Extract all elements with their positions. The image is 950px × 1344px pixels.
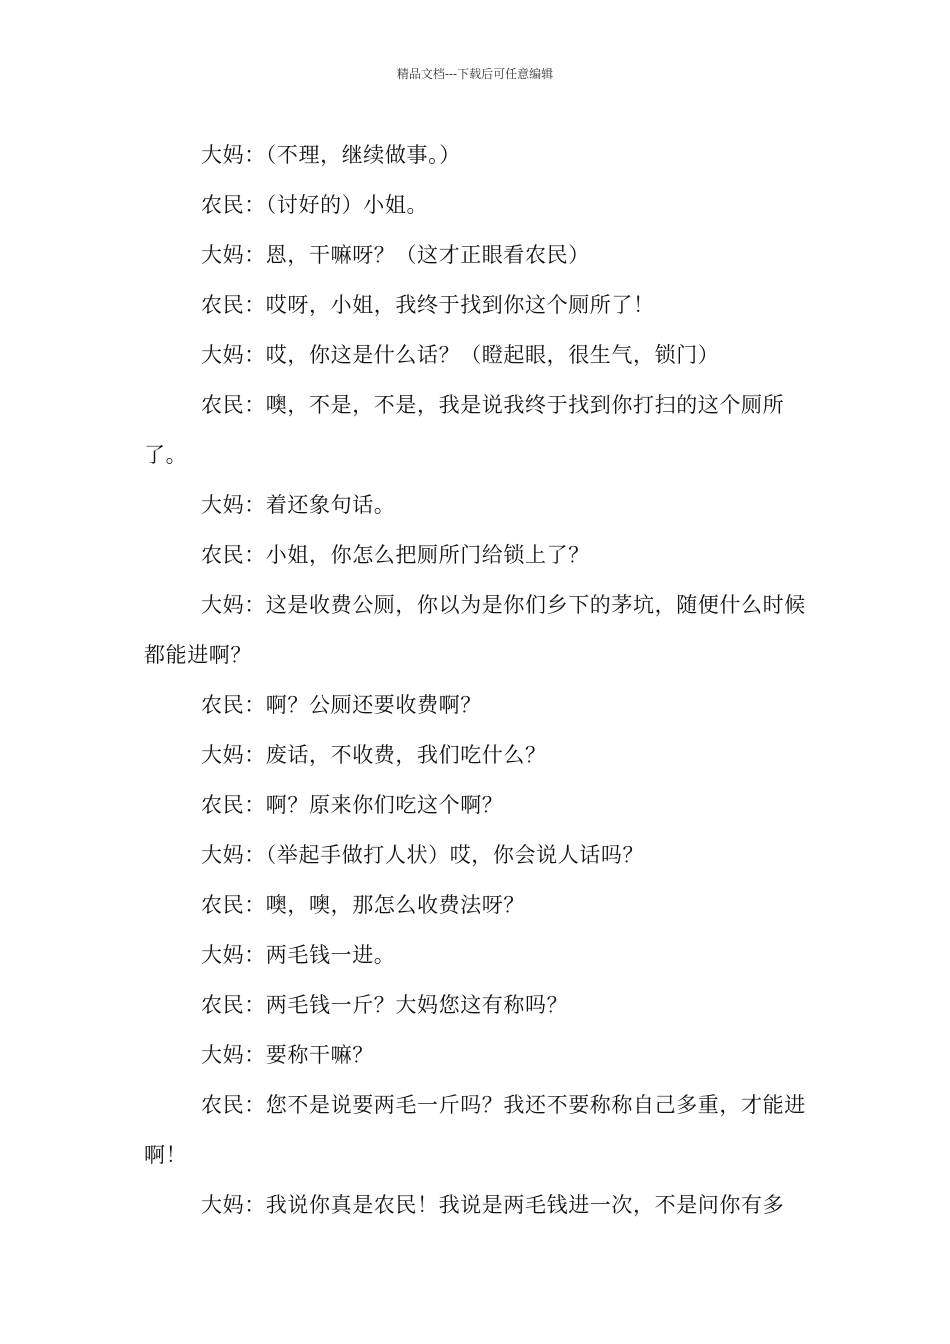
dialogue-body — [144, 130, 814, 1230]
dialogue-line: 大妈：着还象句话。 — [201, 493, 396, 517]
dialogue-line: 农民：哎呀，小姐，我终于找到你这个厕所了！ — [201, 293, 655, 317]
dialogue-line: 大妈：我说你真是农民！我说是两毛钱进一次，不是问你有多 — [201, 1193, 785, 1217]
dialogue-line: 农民：小姐，你怎么把厕所门给锁上了？ — [201, 543, 590, 567]
dialogue-line: 大妈：恩，干嘛呀？（这才正眼看农民） — [201, 243, 590, 267]
dialogue-line: 大妈：（不理，继续做事。） — [201, 143, 461, 167]
dialogue-line: 农民：噢，噢，那怎么收费法呀？ — [201, 893, 525, 917]
dialogue-line: 大妈：哎，你这是什么话？（瞪起眼，很生气，锁门） — [201, 343, 720, 367]
dialogue-line: 农民：噢，不是，不是，我是说我终于找到你打扫的这个厕所了。 — [144, 393, 785, 467]
dialogue-line: 农民：（讨好的）小姐。 — [201, 193, 429, 217]
dialogue-line: 大妈：（举起手做打人状）哎，你会说人话吗？ — [201, 843, 645, 867]
dialogue-line: 大妈：两毛钱一进。 — [201, 943, 396, 967]
dialogue-line: 大妈：要称干嘛？ — [201, 1043, 374, 1067]
dialogue-line: 大妈：这是收费公厕，你以为是你们乡下的茅坑，随便什么时候都能进啊？ — [144, 593, 806, 667]
dialogue-line: 大妈：废话，不收费，我们吃什么？ — [201, 743, 547, 767]
dialogue-line: 农民：啊？原来你们吃这个啊？ — [201, 793, 504, 817]
dialogue-line: 农民：您不是说要两毛一斤吗？我还不要称称自己多重，才能进啊！ — [144, 1093, 806, 1167]
dialogue-line: 农民：啊？公厕还要收费啊？ — [201, 693, 482, 717]
dialogue-line: 农民：两毛钱一斤？大妈您这有称吗？ — [201, 993, 569, 1017]
page-header: 精品文档---下载后可任意编辑 — [396, 67, 554, 81]
